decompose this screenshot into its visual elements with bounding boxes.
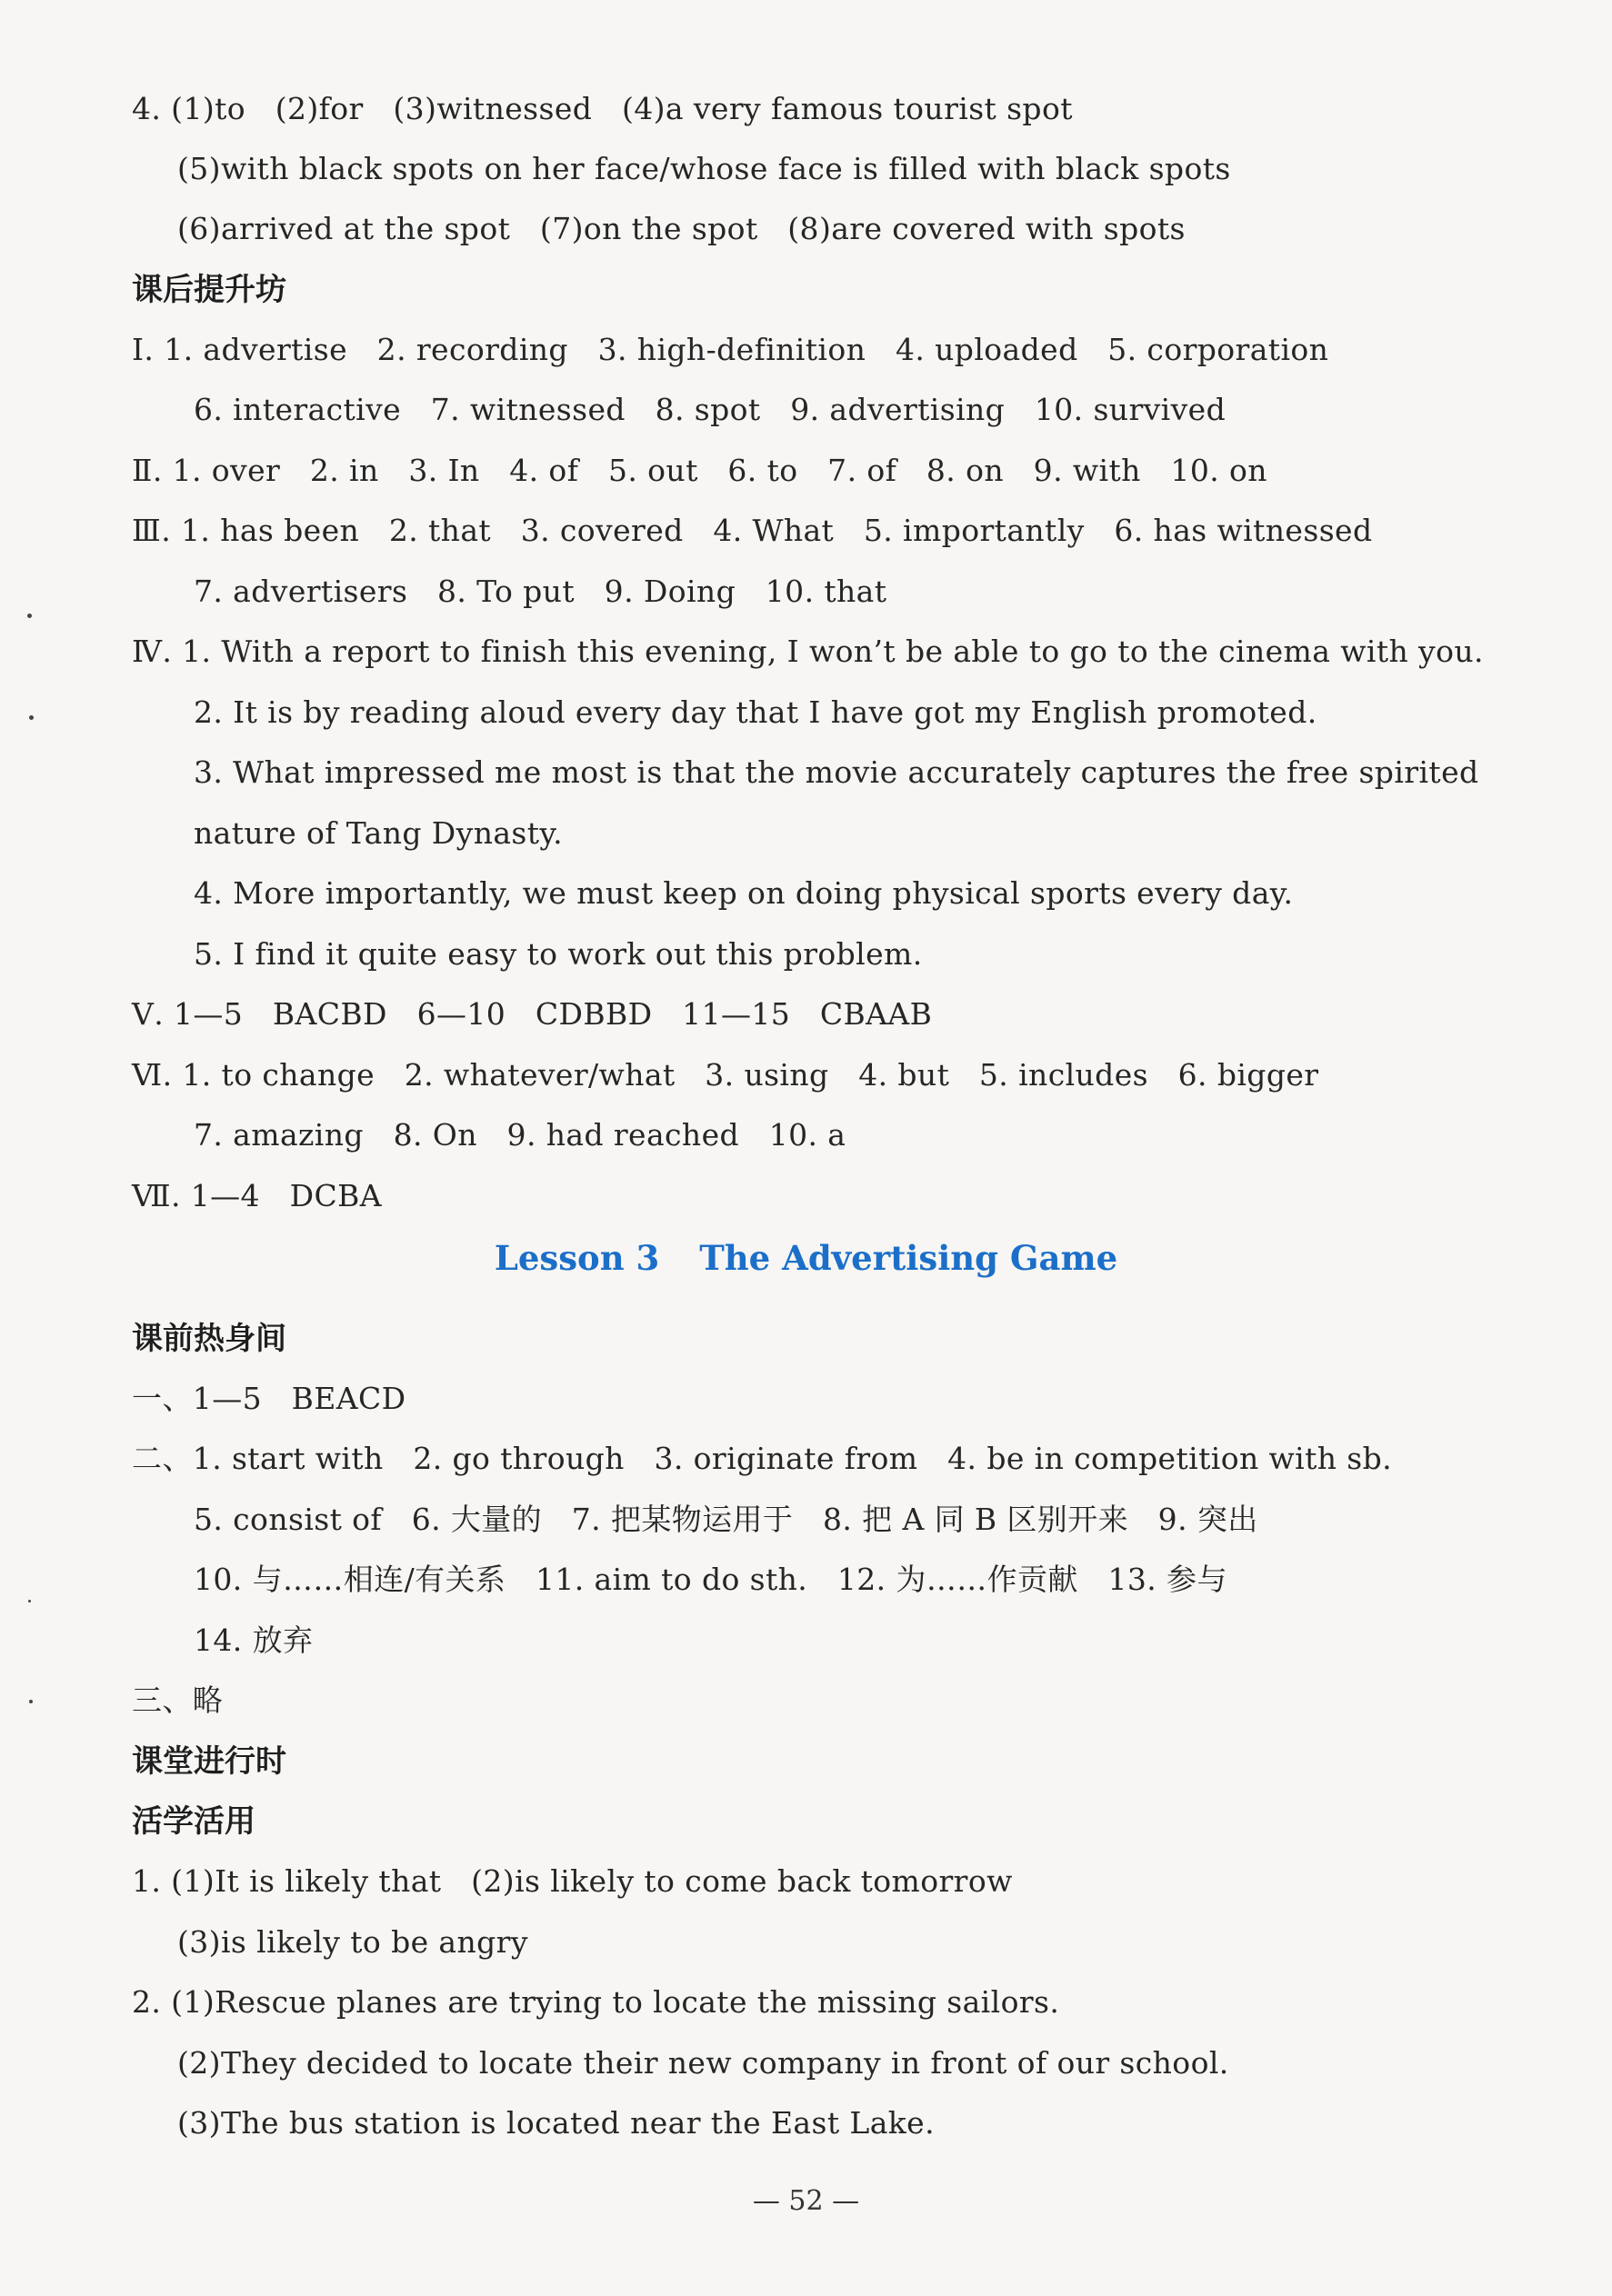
- answer-line: 7. amazing 8. On 9. had reached 10. a: [194, 1117, 846, 1153]
- answer-line: 二、1. start with 2. go through 3. originate from 4. be in competition with sb.: [132, 1441, 1393, 1476]
- answer-line: 7. advertisers 8. To put 9. Doing 10. that: [194, 574, 887, 609]
- answer-line: 5. I find it quite easy to work out this problem.: [194, 936, 923, 972]
- lesson-name: The Advertising Game: [699, 1238, 1118, 1278]
- answer-line: 4. More importantly, we must keep on doing physical sports every day.: [194, 875, 1294, 911]
- scan-speck: [29, 1700, 33, 1703]
- page-number: — 52 —: [752, 2185, 860, 2217]
- answer-line: Ⅵ. 1. to change 2. whatever/what 3. using 4. but 5. includes 6. bigger: [132, 1057, 1319, 1093]
- section-heading-ketang: 课堂进行时: [132, 1743, 286, 1780]
- answer-line: (6)arrived at the spot (7)on the spot (8)are covered with spots: [177, 211, 1186, 246]
- answer-line: 2. (1)Rescue planes are trying to locate the missing sailors.: [132, 1984, 1060, 2020]
- answer-line: 5. consist of 6. 大量的 7. 把某物运用于 8. 把 A 同 B 区别开来 9. 突出: [194, 1502, 1258, 1537]
- answer-line: (2)They decided to locate their new company in front of our school.: [177, 2045, 1229, 2081]
- answer-line: Ⅲ. 1. has been 2. that 3. covered 4. What 5. importantly 6. has witnessed: [132, 513, 1373, 548]
- section-heading-kehou: 课后提升坊: [132, 272, 286, 308]
- answer-line: 6. interactive 7. witnessed 8. spot 9. advertising 10. survived: [194, 392, 1227, 427]
- answer-line: 三、略: [132, 1682, 224, 1718]
- answer-line: nature of Tang Dynasty.: [194, 815, 563, 851]
- section-heading-keqian: 课前热身间: [132, 1321, 286, 1357]
- answer-line: Ⅳ. 1. With a report to finish this evening, I won’t be able to go to the cinema with you.: [132, 634, 1484, 669]
- answer-line: Ⅶ. 1—4 DCBA: [132, 1178, 383, 1213]
- answer-line: (5)with black spots on her face/whose face is filled with black spots: [177, 151, 1231, 186]
- answer-line: 1. (1)It is likely that (2)is likely to come back tomorrow: [132, 1863, 1013, 1899]
- answer-line: 10. 与……相连/有关系 11. aim to do sth. 12. 为……作贡献 13. 参与: [194, 1562, 1227, 1597]
- scan-speck: [29, 715, 34, 720]
- answer-line: (3)is likely to be angry: [177, 1924, 528, 1960]
- scan-speck: [27, 614, 32, 618]
- answer-line: (3)The bus station is located near the East Lake.: [177, 2105, 935, 2141]
- answer-line: 4. (1)to (2)for (3)witnessed (4)a very famous tourist spot: [132, 91, 1073, 126]
- answer-line: Ⅰ. 1. advertise 2. recording 3. high-definition 4. uploaded 5. corporation: [132, 332, 1329, 367]
- scan-speck: [28, 1600, 31, 1602]
- lesson-title: [0, 1236, 1612, 1280]
- answer-line: 2. It is by reading aloud every day that I have got my English promoted.: [194, 694, 1317, 730]
- lesson-number: Lesson 3: [494, 1238, 660, 1278]
- answer-line: Ⅱ. 1. over 2. in 3. In 4. of 5. out 6. to 7. of 8. on 9. with 10. on: [132, 453, 1267, 488]
- answer-line: 一、1—5 BEACD: [132, 1381, 406, 1416]
- answer-line: Ⅴ. 1—5 BACBD 6—10 CDBBD 11—15 CBAAB: [132, 996, 933, 1032]
- answer-line: 14. 放弃: [194, 1622, 314, 1658]
- section-heading-huoxue: 活学活用: [132, 1803, 255, 1840]
- answer-line: 3. What impressed me most is that the movie accurately captures the free spirited: [194, 754, 1479, 790]
